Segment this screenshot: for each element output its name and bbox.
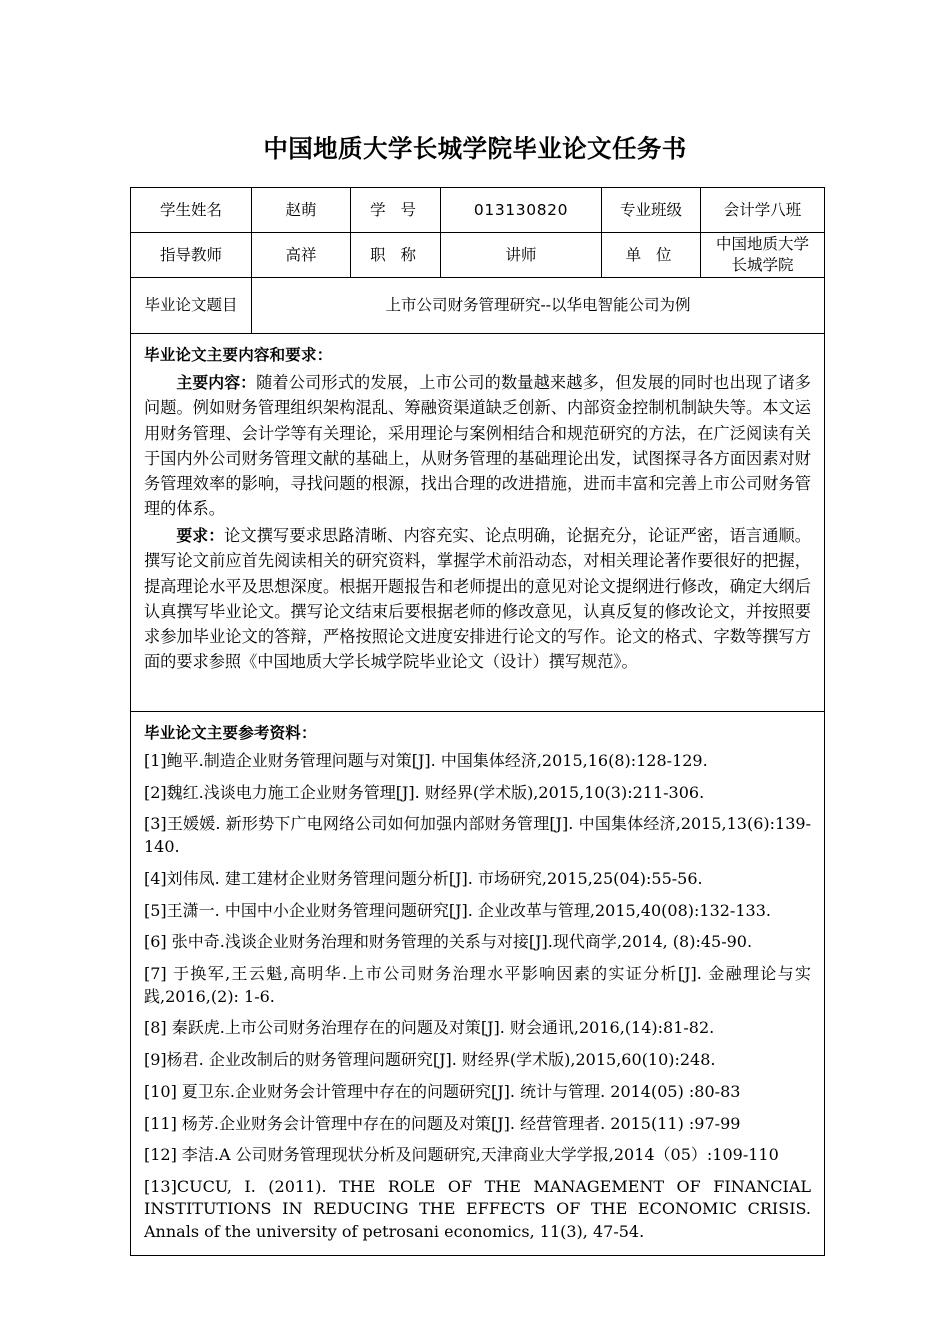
list-item: [11] 杨芳.企业财务会计管理中存在的问题及对策[J]. 经营管理者. 2015(11) :97-99 xyxy=(144,1113,741,1133)
table-row xyxy=(131,278,825,334)
task-form-table xyxy=(130,187,825,1256)
main-content-lead: 主要内容： xyxy=(176,372,257,392)
requirements-text: 论文撰写要求思路清晰、内容充实、论点明确，论据充分，论证严密，语言通顺。撰写论文前应首先阅读相关的研究资料，掌握学术前沿动态，对相关理论著作要很好的把握，提高理论水平及思想深度。根据开题报告和老师提出的意见对论文提纲进行修改，确定大纲后认真撰写毕业论文。撰写论文结束后要根据老师的修改意见，认真反复的修改论文，并按照要求参加毕业论文的答辩，严格按照论文进度安排进行论文的写作。论文的格式、字数等撰写方面的要求参照《中国地质大学长城学院毕业论文（设计）撰写规范》。 xyxy=(144,525,811,671)
list-item: [9]杨君. 企业改制后的财务管理问题研究[J]. 财经界(学术版),2015,60(10):248. xyxy=(144,1050,716,1070)
references-cell xyxy=(131,712,825,1256)
list-item: [2]魏红.浅谈电力施工企业财务管理[J]. 财经界(学术版),2015,10(3):211-306. xyxy=(144,782,705,802)
references-section-heading: 毕业论文主要参考资料： xyxy=(144,724,317,742)
advisor-value: 高祥 xyxy=(252,233,351,278)
list-item: [5]王潇一. 中国中小企业财务管理问题研究[J]. 企业改革与管理,2015,40(08):132-133. xyxy=(144,900,771,920)
class-value: 会计学八班 xyxy=(701,188,825,233)
references-list xyxy=(144,750,811,1243)
title-rank-value: 讲师 xyxy=(441,233,602,278)
list-item: [7] 于换军,王云魁,高明华.上市公司财务治理水平影响因素的实证分析[J]. 金融理论与实践,2016,(2): 1-6. xyxy=(144,963,811,1006)
content-requirements-inner xyxy=(144,345,811,701)
list-item: [3]王媛媛. 新形势下广电网络公司如何加强内部财务管理[J]. 中国集体经济,2015,13(6):139-140. xyxy=(144,814,811,857)
content-requirements-cell xyxy=(131,334,825,712)
table-row xyxy=(131,334,825,712)
list-item: [4]刘伟凤. 建工建材企业财务管理问题分析[J]. 市场研究,2015,25(04):55-56. xyxy=(144,868,703,888)
list-item: [8] 秦跃虎.上市公司财务治理存在的问题及对策[J]. 财会通讯,2016,(14):81-82. xyxy=(144,1018,715,1038)
requirements-paragraph xyxy=(144,523,811,674)
page-title: 中国地质大学长城学院毕业论文任务书 xyxy=(263,134,687,163)
requirements-lead: 要求： xyxy=(176,525,225,545)
table-row xyxy=(131,712,825,1256)
unit-value-line1: 中国地质大学 xyxy=(715,235,809,254)
table-row xyxy=(131,233,825,278)
list-item: [6] 张中奇.浅谈企业财务治理和财务管理的关系与对接[J].现代商学,2014, (8):45-90. xyxy=(144,932,753,952)
student-id-value: 013130820 xyxy=(441,188,602,233)
unit-label: 单 位 xyxy=(602,233,701,278)
student-name-value: 赵萌 xyxy=(252,188,351,233)
list-item: [13]CUCU, I. (2011). THE ROLE OF THE MANAGEMENT OF FINANCIAL INSTITUTIONS IN REDUCING THE EFFECTS OF THE ECONOMIC CRISIS. Annals of the university of petrosani economics, 11(3), 47-54. xyxy=(144,1176,811,1241)
unit-value xyxy=(701,233,825,278)
title-rank-label: 职 称 xyxy=(351,233,441,278)
student-name-label: 学生姓名 xyxy=(131,188,252,233)
content-section-heading: 毕业论文主要内容和要求： xyxy=(144,346,333,364)
main-content-text: 随着公司形式的发展，上市公司的数量越来越多，但发展的同时也出现了诸多问题。例如财务管理组织架构混乱、筹融资渠道缺乏创新、内部资金控制机制缺失等。本文运用财务管理、会计学等有关理论，采用理论与案例相结合和规范研究的方法，在广泛阅读有关于国内外公司财务管理文献的基础上，从财务管理的基础理论出发，试图探寻各方面因素对财务管理效率的影响，寻找问题的根源，找出合理的改进措施，进而丰富和完善上市公司财务管理的体系。 xyxy=(144,372,811,518)
list-item: [12] 李洁.A 公司财务管理现状分析及问题研究,天津商业大学学报,2014（05）:109-110 xyxy=(144,1145,779,1165)
class-label: 专业班级 xyxy=(602,188,701,233)
list-item: [10] 夏卫东.企业财务会计管理中存在的问题研究[J]. 统计与管理. 2014(05) :80-83 xyxy=(144,1081,741,1101)
table-row xyxy=(131,188,825,233)
list-item: [1]鲍平.制造企业财务管理问题与对策[J]. 中国集体经济,2015,16(8):128-129. xyxy=(144,750,708,770)
unit-value-line2: 长城学院 xyxy=(731,256,794,274)
thesis-title-value: 上市公司财务管理研究--以华电智能公司为例 xyxy=(252,278,825,334)
student-id-label: 学 号 xyxy=(351,188,441,233)
main-content-paragraph xyxy=(144,370,811,521)
advisor-label: 指导教师 xyxy=(131,233,252,278)
thesis-title-label: 毕业论文题目 xyxy=(131,278,252,334)
